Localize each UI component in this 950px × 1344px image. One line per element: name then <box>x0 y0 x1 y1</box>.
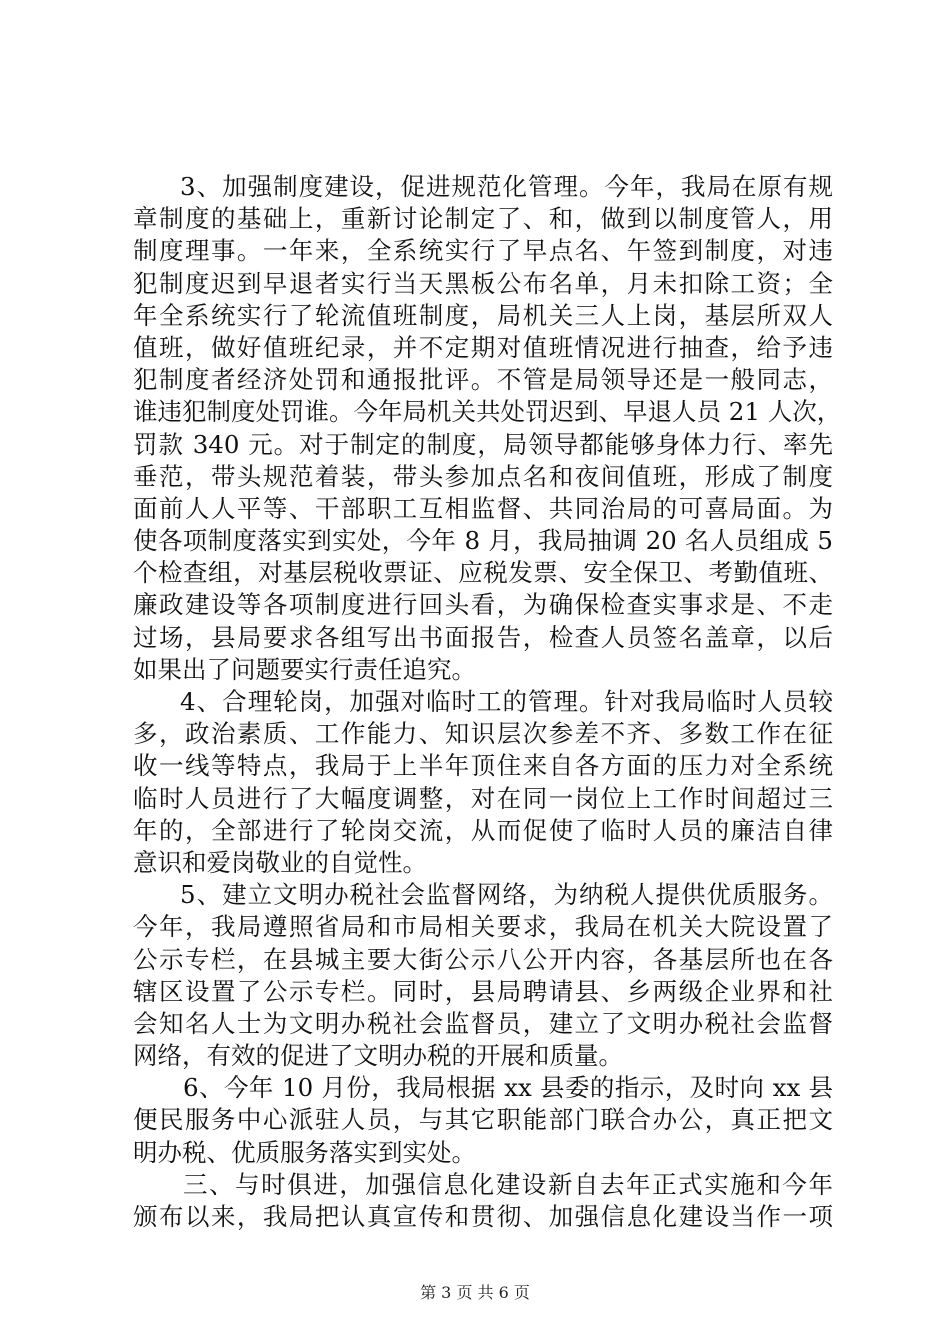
text-line: 辖区设置了公示专栏。同时，县局聘请县、乡两级企业界和社 <box>133 976 833 1006</box>
paragraph-5 <box>133 879 833 1072</box>
text-line: 垂范，带头规范着装，带头参加点名和夜间值班，形成了制度 <box>133 461 833 491</box>
text-line: 犯制度迟到早退者实行当天黑板公布名单，月未扣除工资；全 <box>133 268 833 298</box>
text-line: 意识和爱岗敬业的自觉性。 <box>133 847 427 877</box>
paragraph-6 <box>133 1072 833 1169</box>
text-line: 个检查组，对基层税收票证、应税发票、安全保卫、考勤值班、 <box>133 558 833 588</box>
text-line: 犯制度者经济处罚和通报批评。不管是局领导还是一般同志， <box>133 365 833 395</box>
text-line: 谁违犯制度处罚谁。今年局机关共处罚迟到、早退人员 21 人次， <box>133 397 842 427</box>
text-line: 年全系统实行了轮流值班制度，局机关三人上岗，基层所双人 <box>133 300 833 330</box>
paragraph-4 <box>133 686 833 879</box>
paragraph-7 <box>133 1169 833 1233</box>
text-line: 网络，有效的促进了文明办税的开展和质量。 <box>133 1041 623 1071</box>
text-line: 多，政治素质、工作能力、知识层次参差不齐、多数工作在征 <box>133 719 833 749</box>
text-line: 面前人人平等、干部职工互相监督、共同治局的可喜局面。为 <box>133 493 833 523</box>
text-line: 颁布以来，我局把认真宣传和贯彻、加强信息化建设当作一项 <box>133 1202 833 1231</box>
text-line: 收一线等特点，我局于上半年顶住来自各方面的压力对全系统 <box>133 751 833 781</box>
text-line: 临时人员进行了大幅度调整，对在同一岗位上工作时间超过三 <box>133 783 833 813</box>
text-line: 便民服务中心派驻人员，与其它职能部门联合办公，真正把文 <box>133 1105 833 1135</box>
paragraph-3 <box>133 171 842 686</box>
page-footer: 第 3 页 共 6 页 <box>420 1283 530 1302</box>
text-line: 公示专栏，在县城主要大街公示八公开内容，各基层所也在各 <box>133 944 833 974</box>
text-line: 过场，县局要求各组写出书面报告，检查人员签名盖章，以后 <box>133 622 833 652</box>
text-line: 如果出了问题要实行责任追究。 <box>133 654 476 684</box>
text-line: 4、合理轮岗，加强对临时工的管理。针对我局临时人员较 <box>180 687 833 716</box>
text-line: 使各项制度落实到实处，今年 8 月，我局抽调 20 名人员组成 5 <box>133 526 833 556</box>
text-line: 会知名人士为文明办税社会监督员，建立了文明办税社会监督 <box>133 1008 833 1038</box>
document-body <box>133 171 842 1233</box>
text-line: 章制度的基础上，重新讨论制定了、和，做到以制度管人，用 <box>133 204 833 234</box>
text-line: 罚款 340 元。对于制定的制度，局领导都能够身体力行、率先 <box>133 429 833 459</box>
text-line: 6、今年 10 月份，我局根据 xx 县委的指示，及时向 xx 县 <box>183 1073 833 1103</box>
text-line: 明办税、优质服务落实到实处。 <box>133 1137 476 1167</box>
text-line: 三、与时俱进，加强信息化建设新自去年正式实施和今年 <box>183 1169 833 1199</box>
text-line: 5、建立文明办税社会监督网络，为纳税人提供优质服务。 <box>180 880 833 910</box>
text-line: 值班，做好值班纪录，并不定期对值班情况进行抽查，给予违 <box>133 332 833 362</box>
text-line: 今年，我局遵照省局和市局相关要求，我局在机关大院设置了 <box>133 912 833 942</box>
text-line: 制度理事。一年来，全系统实行了早点名、午签到制度，对违 <box>133 236 833 266</box>
text-line: 年的，全部进行了轮岗交流，从而促使了临时人员的廉洁自律 <box>133 815 833 845</box>
text-line: 3、加强制度建设，促进规范化管理。今年，我局在原有规 <box>180 172 833 201</box>
text-line: 廉政建设等各项制度进行回头看，为确保检查实事求是、不走 <box>133 590 833 620</box>
